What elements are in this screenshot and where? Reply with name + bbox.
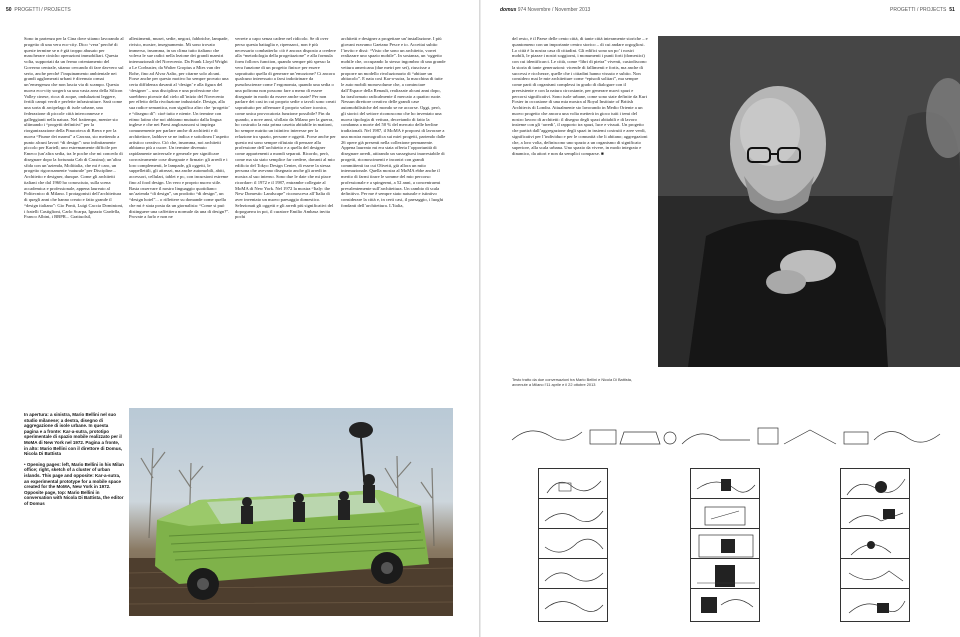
sketch-cell [538, 498, 608, 532]
urban-island-sketches-strip [510, 410, 942, 470]
left-running-head [6, 7, 71, 13]
sketch-drawing [841, 589, 911, 623]
caption-italian: In apertura: a sinistra, Mario Bellini nel suo studio milanese; a destra, disegno di aggregazione di isole urbane. In questa pagina e a fronte: Kar-a-sutra, prototipo sperimentale di spazio mobile realizzato per il MoMA di New York nel 1972. Pagina a fronte, in alto: Mario Bellini con il direttore di Domus, Nicola Di Battista [24, 412, 123, 457]
right-running-head-right [890, 7, 955, 13]
sketch-cell [840, 558, 910, 592]
sketch-cell [538, 558, 608, 592]
sketch-cell [840, 468, 910, 502]
sketch-drawing [539, 589, 609, 623]
magazine-name: domus [500, 7, 517, 13]
left-column-4-text: architetti e designer a progettare un’installazione. I più giovani eravamo Gaetano Pesce e io. Accettai subito l’invito e dissi: “Visto che sono un architetto, vorrei realizzare uno spazio mobile”. In sostanza, un ‘oggetto mobile che, occupando lo stesso ingombro di una grande vettura americana (due metri per sei), riuscisse a proporre un modello rivoluzionario di “abitare un abitacolo”. E nata così Kar-a-sutra, la macchina di tutte le auto mobili monovolume che, a cominciare dall’Espace della Renault, realizzate alcuni anni dopo, ha trasformato radicalmente il mercato a quattro ruote. Nessun direttore creativo delle grandi case automobilistiche del mondo se ne accorse. Oggi, però, gli storici del settore riconoscono che ho inventato una nuova tipologia di vettura, decretando di fatto la condanna a morte del 50 % del mercato delle berline tradizionali. Nel 1987, il MoMA è proporsi di lavorare a una mostra monografica sui miei progetti, partendo dalle 26 opere già presenti nella collezione permanente. Appena laureato mi era stata offerta l’opportunità di disegnare arredi, attirando un sussegiursi inarrestabile di progetti, riconoscimenti e incontri con grandi committenti tra cui Olivetti, già allora un mito internazionale. Quella mostra al MoMA ebbe anche il merito di farmi tirare le somme del mio percorso professionale e a spingermi, a 52 anni, a concentrarmi prevalentemente sull’architettura. Un cambio di scala definitivo. Per me è sempre stato naturale e istintivo considerare la città e, in certi casi, il paesaggio, i luoghi fondanti dell’architettura. L’Italia, [341, 36, 446, 208]
left-section: PROGETTI / PROJECTS [14, 7, 71, 13]
urban-island-sketches-grid [510, 468, 950, 624]
page-gutter [479, 0, 481, 637]
sketch-cell [840, 498, 910, 532]
left-text-column-2 [129, 36, 230, 398]
sketch-strip-drawing [510, 410, 942, 470]
right-column-1-text: del resto, è il Paese delle cento città, di tante città interamente storiche – e quantomeno con un importante centro storico – di cui andare orgogliosi. Lo città è la nostra casa di cittadini. Gli edifici sono un po’ i nostri mobili, le piazze i nostri soggiorni, i monumenti i punti forti (domestici) con cui identificarci. Le città, come “libri di pietra” viventi, custodiscono la storia di tante generazioni: vicende di fallimenti e fortis, ma anche di successi e ricchezze, quelle che i cittadini hanno vissuto e subito. Non considero mai le mie architetture come “episodi solitari”, ma sempre come parti di organismi complessi in grado di dialogare con il preesistente e con la natura circostante, per generare nuovi spazi e percorsi significativi. Sono isole urbane, come sono state definite da Kurt Foster in occasione di una mia mostra al Royal Institute of British Architects di Londra. Attualmente sto lavorando in Medio Oriente a un nuovo progetto che ancora una volta metterà in gioco tutti i temi del nostro lavoro di architetti: il disegno degli spazi abitabili e di lavoro insieme con gli ‘arredi’, il rapporto tra spazi, luce e vissuti. Un progetto che partirà dall’aggregazione degli spazi in insiemi costruiti e aree verdi, significativi per l’individuo e per le comunità che li abitano; aggregazioni che, a loro volta, definiscono uno spazio a un organismo di significato superiore, alla scala urbana. Uno spazio da vivere, in modo integrato e dinamico, da attori e non da semplici comparse. ■ [512, 36, 648, 156]
right-running-head-left [500, 7, 590, 13]
sketch-cell [840, 588, 910, 622]
right-folio: 51 [949, 7, 955, 13]
left-column-2-text: allestimenti, musei, sedie, negozi, fabbriche, lampade, rivisto, mostre, insegnamento. Mi sono trovato immerso, insomma, in un clima tutto italiano che voleva le sue radici nella lezione dei grandi maestri internazionali del Novecento. Da Frank Lloyd Wright a Le Corbusier, da Walter Gropius a Mies van der Rohe, fino ad Alvar Aalto, per citarne solo alcuni. Forse anche per questo motivo ho sempre provato una certa diffidenza davanti al ‘design’ e alla figura del ‘designer’ – una disciplina e una professione che sarebbero piovute dal cielo all’inizio del Novecento per effetto della rivoluzione industriale. Design, alla sua radice semantica, non significa altro che ‘progetto’ e “disegno di”: cioè tutto e niente. Un termine con etimo latino che noi abbiamo mutuato dalla lingua inglese e che nei Paesi anglosassoni si impiega comunemente per parlare anche di architetti e di architettore, laddove se ne indica e sottolinea l’aspetto artistico creativo. Ciò che, insomma, noi architetti abbiamo più a cuore. Un termine divenuto rapidamente universale e generale per significare corrosivamente cose disegnate e firmate: gli arredi e i loro complementi, le lampade, gli oggetti, le suppellettili, gli attrezzi, ma anche automobili, abiti, accessori, cellulari, tablet e pc, con incursioni estreme fino al food design. Un vero e proprio nuovo stile. Basta osservare il nostro linguaggio quotidiano: un’azienda “di design”, un prodotto “di design”, un “design hotel”... o riflettere su domande come quella che mi è stata posta da un giornalista: “Come si può distinguere una caffettiera normale da una di design?”. Provate a farlo e non ne [129, 36, 230, 220]
sketch-cell [690, 588, 760, 622]
caption-english: • Opening pages: left, Mario Bellini in his Milan office; right, sketch of a cluster of urban islands. This page and opposite: Kar-a-sutra, an experimental prototype for a mobile space created for the MoMA, New York in 1972. Opposite page, top: Mario Bellini in conversation with Nicola Di Battista, the editor of Domus [24, 461, 124, 506]
right-text-column-1 [512, 36, 648, 376]
left-column-3-text: verrete a capo senza cadere nel ridicolo. Se di over perso questa battaglia e, ripensarci, non è più necessario combatterla: ciò è ancora disposto a credere alla “metodologia della progettazione” e alla formula form follows function, quando sempre più spesso la vera funzione di un progetto finisce per essere soprattutto quella di generare un’emozione? Ci ancora qualcuno interessato a farsi indottrinare da pseudoscienze come l’ergonomia, quando una sedia o una poltrona non possono fare a meno di essere disegnate in modo da essere anche usate? Per non parlare dei casi in cui proprio sedie o tavoli sono creati soprattutto per affermare il proprio valore iconico, come unica provocatoria funzione possibile? Fin da quando, a nove anni, sfollato da Milano per la guerra, ho costruito la mia prima casetta abitabile in mattoni, ho sempre nutrito un istintivo interesse per la relazione tra spazio, persone e oggetti. Forse anche per questo mi sono sempre rifiutato di pensare alla professione dell’architetto e a quella del designer come appartenenti a mondi separati. Ricordo, però, come ma sia stato semplice far credere, davanti al mio edificio del Tokyo Design Center, di essere la stessa persona che avevano disegnato anche gli arredi in mostra al suo interno. Sono due le date che mi piace ricordare: il 1972 e il 1987, entrambe collegate al MoMA di New York. Nel 1972 la mostra “Italy: the New Domestic Landscape” riconosceva all’Italia di aver inventato un nuovo paesaggio domestico. Selezionati gli oggetti e gli arredi più significativi del dopoguerra in poi, il curatore Emilio Ambasz invita pochi [235, 36, 336, 220]
kar-a-sutra-photo [129, 408, 453, 616]
sketch-cell [840, 528, 910, 562]
sketch-cell [538, 588, 608, 622]
portrait-illustration [658, 36, 960, 367]
left-column-1-text: Sono in partenza per la Cina dove stiamo lavorando al progetto di una vera eco-city. Dico ‘vera’ perché di queste termine se n è già troppo abusato per mascherare cinicho operazioni immobiliari. Questa volta, supportati da un fermo orientamento del Governo centrale, stiamo cercando di fare davvero sul serio, anche perché l’inquinamento ambientale nei grandi agglomerati urbani è divenuto ormai un’emergenza che non lascia via di scampo. Questa nuova eco-city sorgerà su una vasta area della Silicon Valley cinese, ricca di acque, ondulazioni leggere, fertili campi verdi e perfette infrastrutture. Sarà come una sorta di arcipelago di isole urbane, una federazione di piccole città interconnesse e galleggianti nella natura. Nel frattempo, mentre sto ultimando i “progetti definitivi” per la riorganizzazione della Pinacoteca di Brera e per la nuova “Fiume dei marmi” a Carrara, sto mettendo a punto alcuni lavori “di design”: uno infinitamente piccolo per Kartell; uno estremamente difficile per Emeco (un’altra sedia, tra le poche che mi concedo di disegnare dopo la fortunata Cab di Cassina); un’altra sfida con un’azienda, Moltitalia, che mi è caro, un progetto rigorosamente ‘naturale’ per Discipline... Architetto e designer, dunque. Come gli architetti italiani che dal 1960 ho conosciuto, sulla scena accademica e professionale, appena laureato al Politecnico di Milano. I protagonisti dell’architettura di quegli anni che hanno creato e fatto grande il “design italiano”: Gio Ponti, Luigi Caccia Dominioni, i fratelli Castiglioni, Carlo Scarpa, Ignazio Gardella, Franco Albini, i BBPR... Grattuolsil, [24, 36, 124, 220]
left-text-column-1 [24, 36, 125, 398]
left-folio: 50 [6, 7, 12, 13]
sketch-cell [690, 558, 760, 592]
sketch-cell [690, 528, 760, 562]
sketch-cell [538, 468, 608, 502]
left-text-column-4 [341, 36, 446, 398]
sketch-cell [538, 528, 608, 562]
right-section: PROGETTI / PROJECTS [890, 7, 947, 13]
sketch-drawing [691, 589, 761, 623]
sketch-cell [690, 468, 760, 502]
left-caption [24, 412, 124, 507]
portrait-photo [658, 36, 960, 367]
left-text-column-3 [235, 36, 336, 398]
portrait-caption: Testo tratto da due conversazioni tra Mario Bellini e Nicola Di Battista, avvenute a Milano l’11 aprile e il 22 ottobre 2013 [512, 377, 633, 387]
kar-a-sutra-illustration [129, 408, 453, 616]
issue-label: 974 Novembre / November 2013 [517, 7, 591, 13]
sketch-cell [690, 498, 760, 532]
